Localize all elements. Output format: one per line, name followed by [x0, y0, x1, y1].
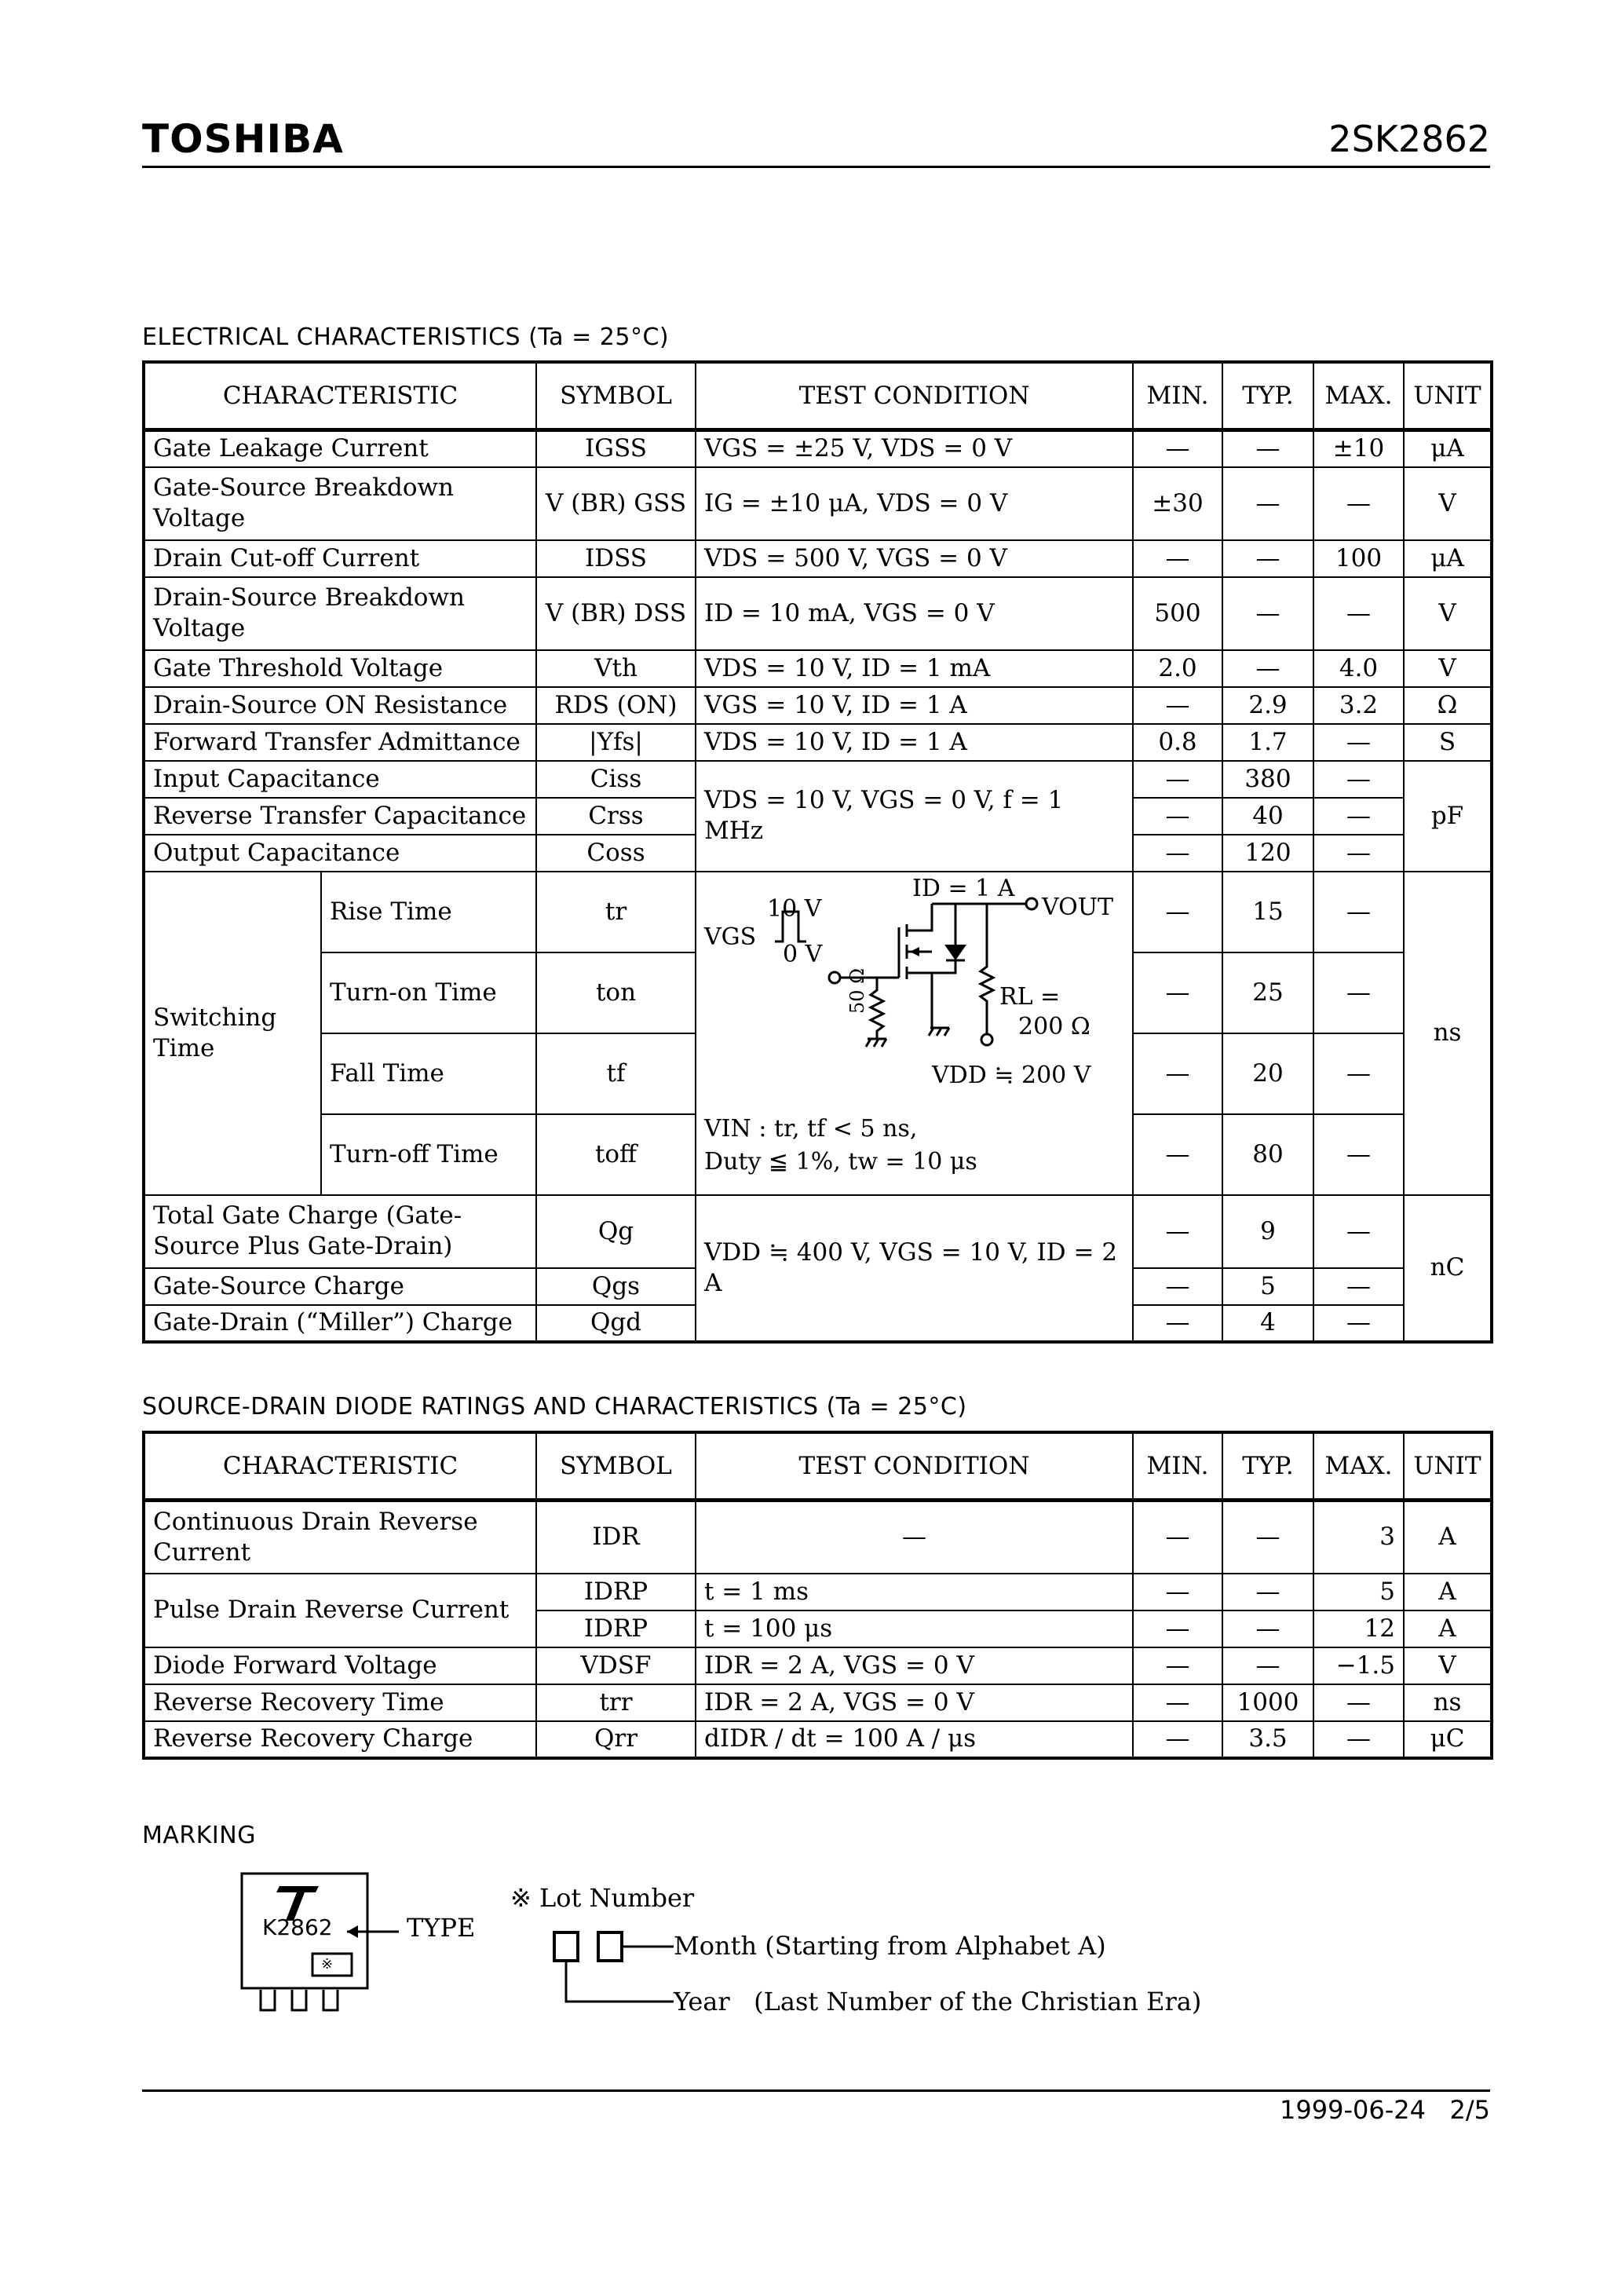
source-ground: [929, 1028, 949, 1036]
min-value: 2.0: [1133, 650, 1222, 687]
table-row: [144, 1574, 1492, 1610]
typ-value: —: [1222, 1647, 1313, 1684]
typ-value: 4: [1222, 1305, 1313, 1342]
char-name: Gate-Drain (“Miller”) Charge: [144, 1305, 536, 1342]
mosfet-leads: [907, 904, 932, 1029]
vgs-high-label: 10 V: [767, 894, 822, 923]
table-row: [144, 577, 1492, 650]
symbol: tf: [536, 1033, 696, 1114]
typ-value: 40: [1222, 798, 1313, 835]
table-row: [144, 1684, 1492, 1721]
max-value: —: [1313, 724, 1404, 761]
symbol: Coss: [536, 835, 696, 872]
electrical-title: ELECTRICAL CHARACTERISTICS (Ta = 25°C): [142, 324, 670, 351]
unit: V: [1404, 1647, 1492, 1684]
max-value: 12: [1313, 1610, 1404, 1647]
col-test-condition: TEST CONDITION: [696, 362, 1133, 430]
typ-value: —: [1222, 1501, 1313, 1574]
max-value: —: [1313, 835, 1404, 872]
char-name: Forward Transfer Admittance: [144, 724, 536, 761]
max-value: 100: [1313, 540, 1404, 577]
char-name: Turn-on Time: [321, 952, 536, 1033]
diode-title: SOURCE-DRAIN DIODE RATINGS AND CHARACTERISTICS (Ta = 25°C): [142, 1393, 967, 1420]
max-value: —: [1313, 1195, 1404, 1268]
vdd-terminal: [981, 1034, 992, 1045]
typ-value: —: [1222, 577, 1313, 650]
lot-mark: ※: [321, 1956, 334, 1972]
max-value: —: [1313, 577, 1404, 650]
max-value: —: [1313, 1684, 1404, 1721]
typ-value: —: [1222, 430, 1313, 467]
symbol: V (BR) DSS: [536, 577, 696, 650]
char-name: Drain Cut-off Current: [144, 540, 536, 577]
unit: A: [1404, 1574, 1492, 1610]
typ-value: 9: [1222, 1195, 1313, 1268]
char-name: Output Capacitance: [144, 835, 536, 872]
typ-value: —: [1222, 540, 1313, 577]
vdd-label: VDD ≒ 200 V: [932, 1061, 1091, 1089]
package-marking: [240, 1872, 374, 2033]
max-value: —: [1313, 761, 1404, 798]
unit: V: [1404, 467, 1492, 540]
char-name: Drain-Source ON Resistance: [144, 687, 536, 724]
col-min: MIN.: [1133, 1432, 1222, 1501]
unit: nC: [1404, 1195, 1492, 1342]
footer: [1280, 2095, 1490, 2125]
unit: μC: [1404, 1721, 1492, 1758]
test-condition: ID = 10 mA, VGS = 0 V: [696, 577, 1133, 650]
unit: V: [1404, 577, 1492, 650]
min-value: —: [1133, 687, 1222, 724]
max-value: —: [1313, 1721, 1404, 1758]
max-value: 5: [1313, 1574, 1404, 1610]
lot-code-boxes: [550, 1928, 675, 2030]
char-name: Turn-off Time: [321, 1114, 536, 1195]
unit: μA: [1404, 430, 1492, 467]
max-value: 3: [1313, 1501, 1404, 1574]
footer-date: 1999-06-24: [1280, 2095, 1426, 2125]
char-name: Reverse Transfer Capacitance: [144, 798, 536, 835]
col-max: MAX.: [1313, 362, 1404, 430]
part-number: 2SK2862: [1328, 118, 1490, 160]
symbol: VDSF: [536, 1647, 696, 1684]
char-name: Drain-Source Breakdown Voltage: [144, 577, 536, 650]
test-condition: VDD ≒ 400 V, VGS = 10 V, ID = 2 A: [696, 1195, 1133, 1342]
lot-number-label: ※ Lot Number: [510, 1883, 695, 1913]
table-row: [144, 650, 1492, 687]
symbol: Crss: [536, 798, 696, 835]
package-leads: [261, 1990, 338, 2010]
col-symbol: SYMBOL: [536, 362, 696, 430]
max-value: —: [1313, 467, 1404, 540]
diode-table: [142, 1431, 1493, 1760]
char-name: Gate-Source Breakdown Voltage: [144, 467, 536, 540]
typ-value: —: [1222, 467, 1313, 540]
table-row: [144, 761, 1492, 798]
max-value: —: [1313, 1305, 1404, 1342]
typ-value: 1000: [1222, 1684, 1313, 1721]
test-condition: VGS = 10 V, ID = 1 A: [696, 687, 1133, 724]
brand-logo: TOSHIBA: [142, 116, 344, 162]
min-value: —: [1133, 1268, 1222, 1305]
table-row: [144, 540, 1492, 577]
char-name: Gate-Source Charge: [144, 1268, 536, 1305]
type-label: TYPE: [407, 1913, 476, 1943]
min-value: —: [1133, 1647, 1222, 1684]
test-condition: VDS = 10 V, ID = 1 A: [696, 724, 1133, 761]
unit: μA: [1404, 540, 1492, 577]
unit: pF: [1404, 761, 1492, 872]
gate-resistor-label: 50 Ω: [846, 967, 869, 1014]
unit: A: [1404, 1610, 1492, 1647]
vgs-low-label: 0 V: [783, 940, 823, 968]
min-value: —: [1133, 1114, 1222, 1195]
max-value: —: [1313, 1033, 1404, 1114]
col-characteristic: CHARACTERISTIC: [144, 1432, 536, 1501]
typ-value: 5: [1222, 1268, 1313, 1305]
table-row: [144, 872, 1492, 952]
col-test-condition: TEST CONDITION: [696, 1432, 1133, 1501]
symbol: Qg: [536, 1195, 696, 1268]
symbol: |Yfs|: [536, 724, 696, 761]
symbol: IDRP: [536, 1574, 696, 1610]
min-value: —: [1133, 430, 1222, 467]
gate-resistor: [871, 978, 883, 1039]
char-name: Fall Time: [321, 1033, 536, 1114]
symbol: IDSS: [536, 540, 696, 577]
max-value: —: [1313, 1114, 1404, 1195]
footer-page: 2/5: [1449, 2095, 1490, 2125]
typ-value: 380: [1222, 761, 1313, 798]
min-value: —: [1133, 540, 1222, 577]
unit: A: [1404, 1501, 1492, 1574]
max-value: −1.5: [1313, 1647, 1404, 1684]
vin-note-line1: VIN : tr, tf < 5 ns,: [704, 1114, 918, 1143]
test-condition: IDR = 2 A, VGS = 0 V: [696, 1684, 1133, 1721]
min-value: ±30: [1133, 467, 1222, 540]
package-outline: [240, 1872, 374, 2029]
typ-value: 120: [1222, 835, 1313, 872]
symbol: Qrr: [536, 1721, 696, 1758]
table-row: [144, 430, 1492, 467]
unit: V: [1404, 650, 1492, 687]
min-value: —: [1133, 1721, 1222, 1758]
test-condition: VDS = 10 V, ID = 1 mA: [696, 650, 1133, 687]
symbol: ton: [536, 952, 696, 1033]
typ-value: 15: [1222, 872, 1313, 952]
typ-value: 3.5: [1222, 1721, 1313, 1758]
symbol: V (BR) GSS: [536, 467, 696, 540]
min-value: —: [1133, 1610, 1222, 1647]
test-condition: t = 1 ms: [696, 1574, 1133, 1610]
switching-group: Switching Time: [144, 872, 321, 1195]
symbol: Qgd: [536, 1305, 696, 1342]
char-name: Rise Time: [321, 872, 536, 952]
max-value: —: [1313, 1268, 1404, 1305]
min-value: —: [1133, 798, 1222, 835]
max-value: —: [1313, 798, 1404, 835]
test-condition: IDR = 2 A, VGS = 0 V: [696, 1647, 1133, 1684]
table-row: [144, 687, 1492, 724]
table-header-row: [144, 1432, 1492, 1501]
max-value: ±10: [1313, 430, 1404, 467]
min-value: —: [1133, 872, 1222, 952]
char-name: Reverse Recovery Time: [144, 1684, 536, 1721]
header-rule: [142, 166, 1490, 168]
circuit-diagram: [696, 872, 1132, 1175]
max-value: 4.0: [1313, 650, 1404, 687]
unit: S: [1404, 724, 1492, 761]
table-row: [144, 1721, 1492, 1758]
symbol: trr: [536, 1684, 696, 1721]
typ-value: 25: [1222, 952, 1313, 1033]
col-typ: TYP.: [1222, 1432, 1313, 1501]
symbol: Vth: [536, 650, 696, 687]
vout-label: VOUT: [1042, 893, 1114, 921]
symbol: IGSS: [536, 430, 696, 467]
type-arrow-icon: [345, 1922, 400, 1941]
min-value: —: [1133, 1501, 1222, 1574]
min-value: —: [1133, 1033, 1222, 1114]
min-value: 500: [1133, 577, 1222, 650]
symbol: tr: [536, 872, 696, 952]
min-value: 0.8: [1133, 724, 1222, 761]
switching-test-circuit: [696, 872, 1133, 1195]
electrical-table: [142, 360, 1493, 1344]
unit: ns: [1404, 872, 1492, 1195]
max-value: 3.2: [1313, 687, 1404, 724]
min-value: —: [1133, 835, 1222, 872]
max-value: —: [1313, 872, 1404, 952]
table-header-row: [144, 362, 1492, 430]
unit: ns: [1404, 1684, 1492, 1721]
typ-value: —: [1222, 1574, 1313, 1610]
vgs-label: VGS: [704, 923, 757, 951]
char-name: Total Gate Charge (Gate-Source Plus Gate-Drain): [144, 1195, 536, 1268]
col-min: MIN.: [1133, 362, 1222, 430]
id-label: ID = 1 A: [912, 874, 1015, 902]
unit: Ω: [1404, 687, 1492, 724]
min-value: —: [1133, 1684, 1222, 1721]
typ-value: 2.9: [1222, 687, 1313, 724]
min-value: —: [1133, 761, 1222, 798]
typ-value: —: [1222, 1610, 1313, 1647]
col-typ: TYP.: [1222, 362, 1313, 430]
test-condition: —: [696, 1501, 1133, 1574]
gate-ground: [866, 1039, 886, 1047]
col-max: MAX.: [1313, 1432, 1404, 1501]
symbol: RDS (ON): [536, 687, 696, 724]
month-label: Month (Starting from Alphabet A): [674, 1931, 1106, 1961]
test-condition: VDS = 10 V, VGS = 0 V, f = 1 MHz: [696, 761, 1133, 872]
char-name: Continuous Drain Reverse Current: [144, 1501, 536, 1574]
table-row: [144, 1501, 1492, 1574]
min-value: —: [1133, 952, 1222, 1033]
load-resistor: [981, 904, 993, 1034]
rl-label: RL =: [999, 982, 1061, 1011]
test-condition: VGS = ±25 V, VDS = 0 V: [696, 430, 1133, 467]
char-name: Input Capacitance: [144, 761, 536, 798]
char-name: Gate Threshold Voltage: [144, 650, 536, 687]
diode-triangle: [944, 945, 966, 960]
symbol: IDR: [536, 1501, 696, 1574]
table-row: [144, 1647, 1492, 1684]
symbol: IDRP: [536, 1610, 696, 1647]
col-unit: UNIT: [1404, 362, 1492, 430]
marking-title: MARKING: [142, 1822, 256, 1849]
symbol: Qgs: [536, 1268, 696, 1305]
char-name: Pulse Drain Reverse Current: [144, 1574, 536, 1647]
table-row: [144, 467, 1492, 540]
test-condition: IG = ±10 μA, VDS = 0 V: [696, 467, 1133, 540]
typ-value: —: [1222, 650, 1313, 687]
char-name: Reverse Recovery Charge: [144, 1721, 536, 1758]
test-condition: dIDR / dt = 100 A / μs: [696, 1721, 1133, 1758]
typ-value: 1.7: [1222, 724, 1313, 761]
table-row: [144, 724, 1492, 761]
vin-note-line2: Duty ≦ 1%, tw = 10 μs: [704, 1147, 977, 1175]
rl-value: 200 Ω: [1018, 1012, 1090, 1040]
symbol: toff: [536, 1114, 696, 1195]
year-label: Year (Last Number of the Christian Era): [674, 1987, 1202, 2016]
marking-part-number: K2862: [262, 1914, 333, 1940]
vout-terminal: [1026, 898, 1037, 909]
table-row: [144, 1195, 1492, 1268]
diode-wire: [932, 904, 955, 973]
symbol: Ciss: [536, 761, 696, 798]
max-value: —: [1313, 952, 1404, 1033]
char-name: Diode Forward Voltage: [144, 1647, 536, 1684]
mosfet-arrow: [910, 947, 919, 956]
test-condition: t = 100 μs: [696, 1610, 1133, 1647]
char-name: Gate Leakage Current: [144, 430, 536, 467]
footer-rule: [142, 2089, 1490, 2092]
typ-value: 80: [1222, 1114, 1313, 1195]
min-value: —: [1133, 1574, 1222, 1610]
min-value: —: [1133, 1195, 1222, 1268]
typ-value: 20: [1222, 1033, 1313, 1114]
test-condition: VDS = 500 V, VGS = 0 V: [696, 540, 1133, 577]
gate-terminal: [829, 972, 840, 983]
min-value: —: [1133, 1305, 1222, 1342]
col-symbol: SYMBOL: [536, 1432, 696, 1501]
col-characteristic: CHARACTERISTIC: [144, 362, 536, 430]
col-unit: UNIT: [1404, 1432, 1492, 1501]
